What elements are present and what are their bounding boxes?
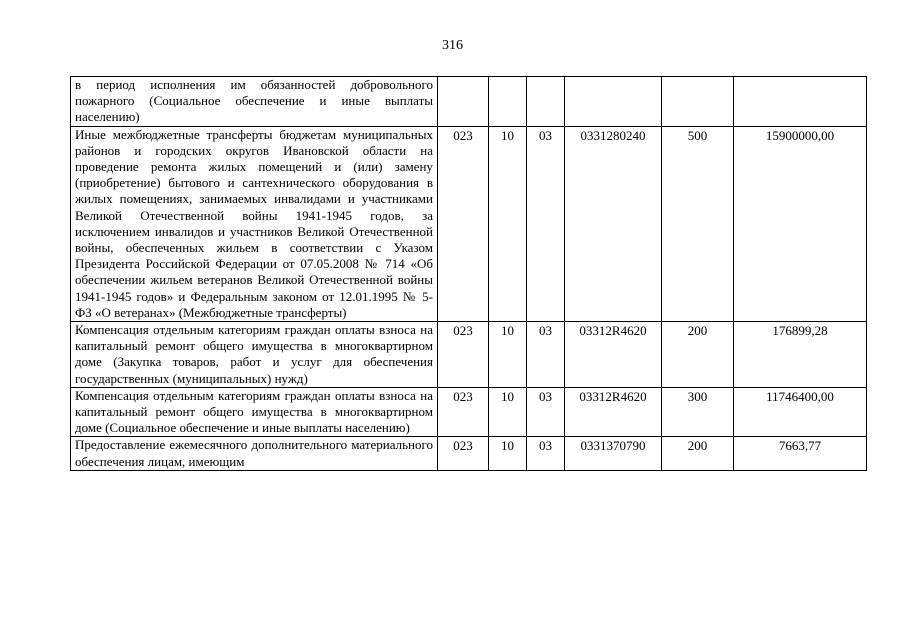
row-description: Компенсация отдельным категориям граждан оплаты взноса на капитальный ремонт общего имущества в многоквартирном доме (Социальное обеспечение и иные выплаты населению) — [71, 387, 438, 437]
row-subsection-code: 03 — [527, 322, 565, 388]
table-row — [71, 126, 867, 321]
table-row — [71, 387, 867, 437]
row-amount: 15900000,00 — [734, 126, 867, 321]
row-section-code: 10 — [489, 437, 527, 470]
row-grbs-code — [438, 77, 489, 127]
row-target-article — [565, 77, 662, 127]
row-expense-type — [662, 77, 734, 127]
row-description: Иные межбюджетные трансферты бюджетам муниципальных районов и городских округов Ивановской области на проведение ремонта жилых помещений и (или) замену (приобретение) бытового и сантехнического оборудования в жилых помещениях, занимаемых инвалидами и участниками Великой Отечественной войны 1941-1945 годов, за исключением инвалидов и участников Великой Отечественной войны, обеспеченных жильем в соответствии с Указом Президента Российской Федерации от 07.05.2008 № 714 «Об обеспечении жильем ветеранов Великой Отечественной войны 1941-1945 годов» и Федеральным законом от 12.01.1995 № 5-ФЗ «О ветеранах» (Межбюджетные трансферты) — [71, 126, 438, 321]
table-row — [71, 77, 867, 127]
row-target-article: 0331280240 — [565, 126, 662, 321]
row-grbs-code: 023 — [438, 322, 489, 388]
table-row — [71, 322, 867, 388]
row-target-article: 03312R4620 — [565, 387, 662, 437]
row-amount: 7663,77 — [734, 437, 867, 470]
row-grbs-code: 023 — [438, 387, 489, 437]
row-section-code: 10 — [489, 322, 527, 388]
page-number: 316 — [442, 38, 463, 53]
row-expense-type: 300 — [662, 387, 734, 437]
row-description: в период исполнения им обязанностей добровольного пожарного (Социальное обеспечение и иные выплаты населению) — [71, 77, 438, 127]
row-amount: 11746400,00 — [734, 387, 867, 437]
row-expense-type: 200 — [662, 437, 734, 470]
row-subsection-code — [527, 77, 565, 127]
row-target-article: 03312R4620 — [565, 322, 662, 388]
row-expense-type: 200 — [662, 322, 734, 388]
row-description: Компенсация отдельным категориям граждан оплаты взноса на капитальный ремонт общего имущества в многоквартирном доме (Закупка товаров, работ и услуг для обеспечения государственных (муниципальных) нужд) — [71, 322, 438, 388]
table-row — [71, 437, 867, 470]
row-section-code — [489, 77, 527, 127]
row-section-code: 10 — [489, 387, 527, 437]
row-amount: 176899,28 — [734, 322, 867, 388]
row-subsection-code: 03 — [527, 126, 565, 321]
row-section-code: 10 — [489, 126, 527, 321]
row-grbs-code: 023 — [438, 437, 489, 470]
row-subsection-code: 03 — [527, 437, 565, 470]
row-grbs-code: 023 — [438, 126, 489, 321]
row-description: Предоставление ежемесячного дополнительного материального обеспечения лицам, имеющим — [71, 437, 438, 470]
row-amount — [734, 77, 867, 127]
row-expense-type: 500 — [662, 126, 734, 321]
budget-table — [70, 76, 867, 471]
row-target-article: 0331370790 — [565, 437, 662, 470]
row-subsection-code: 03 — [527, 387, 565, 437]
